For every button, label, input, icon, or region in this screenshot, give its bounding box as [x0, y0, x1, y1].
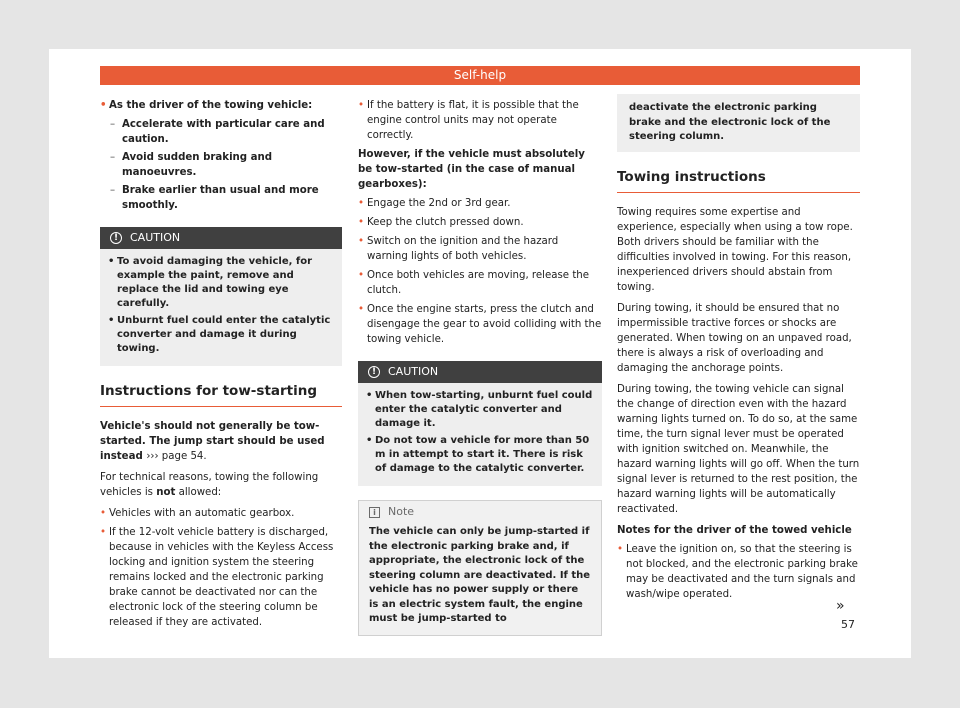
step-item: • Once both vehicles are moving, release the clutch.	[358, 268, 602, 298]
column-middle	[358, 98, 602, 636]
technical-not: not	[156, 487, 176, 498]
caution-item: • To avoid damaging the vehicle, for example the paint, remove and replace the lid and towing eye carefully.	[108, 255, 334, 311]
note-title: Note	[388, 505, 415, 518]
list-item: • If the 12-volt vehicle battery is discharged, because in vehicles with the Keyless Access locking and ignition system the steering remains locked and the electronic parking brake cannot be deactivated nor can the electronic lock of the steering column be released if they are activated.	[100, 525, 342, 630]
notes-heading: Notes for the driver of the towed vehicle	[617, 524, 852, 536]
step-item: • Once the engine starts, press the clutch and disengage the gear to avoid colliding with the towing vehicle.	[358, 302, 602, 347]
intro-end: .	[203, 451, 207, 462]
caution-title: CAUTION	[388, 365, 439, 378]
page-number: 57	[841, 618, 855, 631]
note-continuation: deactivate the electronic parking brake and the electronic lock of the steering column.	[617, 94, 860, 152]
paragraph: During towing, it should be ensured that no impermissible tractive forces or shocks are generated. When towing on an unpaved road, there is always a risk of overloading and damaging the anchorage points.	[617, 302, 852, 374]
caution-title: CAUTION	[130, 231, 181, 244]
continue-marker: »	[836, 598, 845, 614]
paragraph: During towing, the towing vehicle can signal the change of direction even with the hazard warning lights turned on. To do so, at the same time, the turn signal lever must be operated with ignition switched on. Meanwhile, the hazard warning lights will go off. When the turn signal lever is returned to the rest position, the hazard warning lights will be automatically reactivated.	[617, 383, 860, 515]
however-heading: However, if the vehicle must absolutely be tow-started (in the case of manual gearboxes):	[358, 149, 585, 190]
exclamation-icon: !	[110, 232, 122, 244]
note-box	[358, 500, 602, 636]
note-header	[359, 501, 601, 523]
driver-dash-item: – Accelerate with particular care and caution.	[110, 117, 342, 147]
step-item: • Engage the 2nd or 3rd gear.	[358, 196, 602, 211]
driver-bullet: • As the driver of the towing vehicle:	[100, 98, 342, 113]
caution-box	[358, 361, 602, 486]
caution-item: • Do not tow a vehicle for more than 50 m in attempt to start it. There is risk of damage to the catalytic converter.	[366, 434, 594, 476]
caution-header	[100, 227, 342, 249]
caution-body	[358, 383, 602, 486]
paragraph: Towing requires some expertise and experience, especially when using a tow rope. Both drivers should be familiar with the difficulties involved in towing. For this reason, inexperienced drivers should abstain from towing.	[617, 206, 853, 293]
technical-text	[100, 470, 342, 500]
page-header: Self-help	[100, 66, 860, 85]
section-title: Instructions for tow-starting	[100, 384, 342, 407]
exclamation-icon: !	[368, 366, 380, 378]
driver-dash-item: – Avoid sudden braking and manoeuvres.	[110, 150, 342, 180]
caution-body	[100, 249, 342, 366]
list-item: • Leave the ignition on, so that the steering is not blocked, and the electronic parking brake may be deactivated and the turn signals and wash/wipe operated.	[617, 542, 860, 602]
battery-bullet: • If the battery is flat, it is possible that the engine control units may not operate correctly.	[358, 98, 602, 143]
driver-dash-item: – Brake earlier than usual and more smoothly.	[110, 183, 342, 213]
intro-bold: Vehicle's should not generally be tow-started. The jump start should be used instead	[100, 421, 325, 462]
caution-header	[358, 361, 602, 383]
step-item: • Switch on the ignition and the hazard warning lights of both vehicles.	[358, 234, 602, 264]
page-link[interactable]: ››› page 54	[146, 451, 204, 462]
caution-item: • Unburnt fuel could enter the catalytic converter and damage it during towing.	[108, 314, 334, 356]
column-left	[100, 98, 342, 634]
technical-post: allowed:	[178, 487, 222, 498]
step-item: • Keep the clutch pressed down.	[358, 215, 602, 230]
caution-box	[100, 227, 342, 366]
intro-text	[100, 419, 342, 464]
column-right	[617, 98, 860, 606]
section-title: Towing instructions	[617, 170, 860, 193]
note-body: The vehicle can only be jump-started if the electronic parking brake and, if appropriate, the electronic lock of the steering column are deactivated. If the vehicle has no power supply or there is an electric system fault, the engine must be jump-started to	[369, 526, 591, 624]
list-item: • Vehicles with an automatic gearbox.	[100, 506, 342, 521]
info-icon: i	[369, 507, 380, 518]
caution-item: • When tow-starting, unburnt fuel could enter the catalytic converter and damage it.	[366, 389, 594, 431]
technical-pre: For technical reasons, towing the following vehicles is	[100, 472, 319, 498]
